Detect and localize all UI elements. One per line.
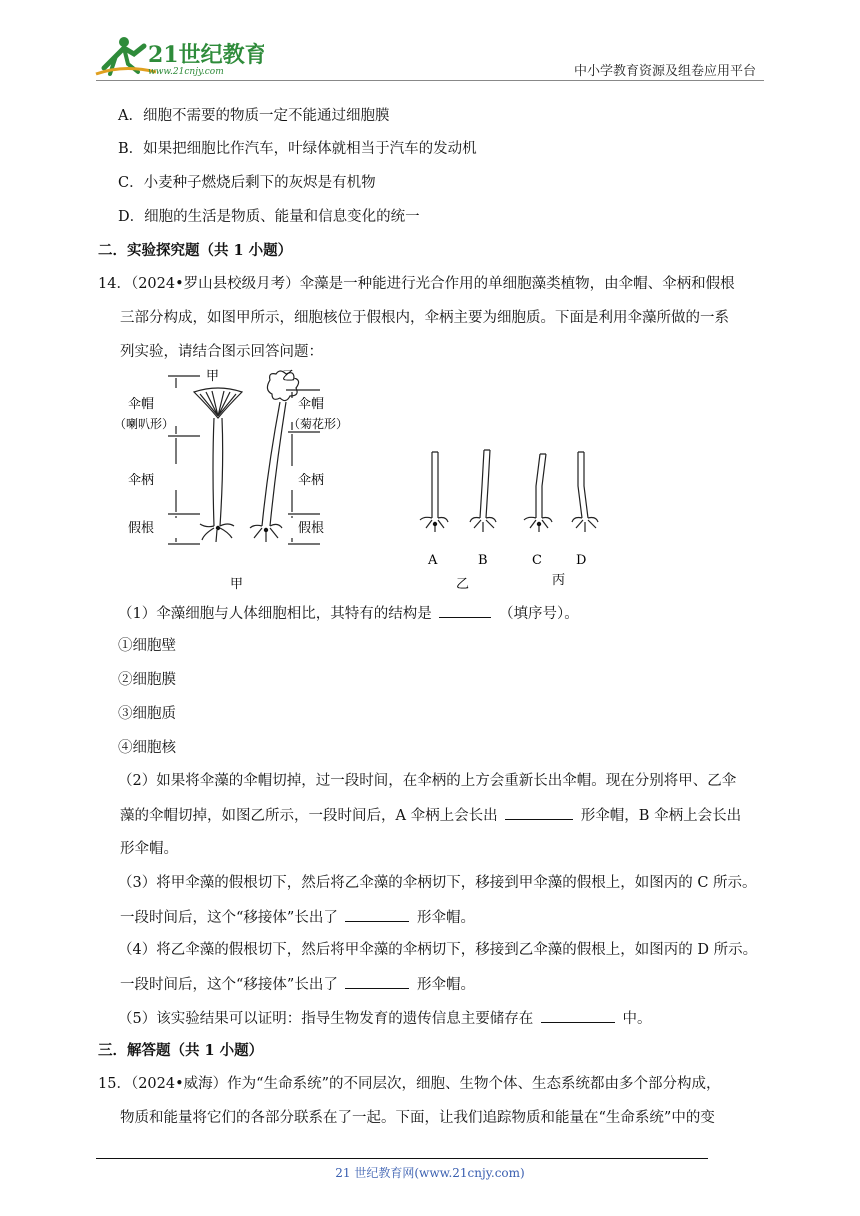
figure-label-d: D (576, 553, 587, 568)
sub2-line2-before: 藻的伞帽切掉，如图乙所示，一段时间后，A 伞柄上会长出 (120, 808, 498, 824)
option-d: D．细胞的生活是物质、能量和信息变化的统一 (118, 209, 420, 225)
figure-cap-shape-yi: （菊花形） (288, 417, 349, 431)
sub1-text-before: （1）伞藻细胞与人体细胞相比，其特有的结构是 (118, 606, 432, 622)
sub1-choice-2: ②细胞膜 (118, 672, 176, 688)
q14-line2: 三部分构成，如图甲所示，细胞核位于假根内，伞柄主要为细胞质。下面是利用伞藻所做的一系 (120, 310, 729, 326)
q15-line2: 物质和能量将它们的各部分联系在了一起。下面，让我们追踪物质和能量在“生命系统”中的变 (120, 1110, 715, 1126)
sub5-before: （5）该实验结果可以证明：指导生物发育的遗传信息主要储存在 (118, 1011, 534, 1027)
footer-site-link[interactable]: 21 世纪教育网(www.21cnjy.com) (335, 1166, 525, 1180)
sub3-line2-after: 形伞帽。 (417, 910, 476, 926)
sub1-text-after: （填序号）。 (498, 606, 579, 622)
sub2-line2 (120, 805, 741, 826)
header-platform-text: 中小学教育资源及组卷应用平台 (573, 64, 756, 79)
option-a: A．细胞不需要的物质一定不能通过细胞膜 (118, 108, 390, 124)
figure-cap-label-left: 伞帽 (128, 397, 155, 412)
figure-caption-jia: 甲 (230, 577, 244, 592)
svg-text:www.21cnjy.com: www.21cnjy.com (148, 67, 224, 77)
figure-cap-shape-jia: （喇叭形） (114, 417, 175, 431)
sub5-answer-blank[interactable] (541, 1008, 615, 1023)
sub4-line2 (120, 974, 475, 995)
sub1-choice-4: ④细胞核 (118, 740, 176, 756)
sub4-answer-blank[interactable] (345, 974, 409, 989)
sub3-line1: （3）将甲伞藻的假根切下，然后将乙伞藻的伞柄切下，移接到甲伞藻的假根上，如图丙的 C 所示。 (118, 875, 757, 891)
figure-stalk-label-right: 伞柄 (298, 473, 325, 488)
sub1-choice-3: ③细胞质 (118, 706, 176, 722)
svg-text:21世纪教育: 21世纪教育 (148, 42, 264, 68)
q15-line1: 15．（2024•威海）作为“生命系统”的不同层次，细胞、生物个体、生态系统都由多个部分构成， (98, 1076, 721, 1092)
option-c: C．小麦种子燃烧后剩下的灰烬是有机物 (118, 175, 376, 191)
figure-caption-bing: 丙 (552, 573, 566, 588)
sub3-line2 (120, 907, 475, 928)
site-logo (94, 34, 264, 78)
sub2-line3: 形伞帽。 (120, 841, 178, 857)
sub5-after: 中。 (622, 1011, 652, 1027)
figure-yi-top-label: 乙 (282, 369, 296, 384)
sub5-line (118, 1008, 651, 1029)
sub4-line2-after: 形伞帽。 (417, 977, 476, 993)
figure-jia-top-label: 甲 (206, 369, 220, 384)
figure-label-c: C (532, 553, 542, 568)
acetabularia-figure (110, 366, 630, 596)
option-b: B．如果把细胞比作汽车，叶绿体就相当于汽车的发动机 (118, 141, 477, 157)
runner-logo-icon (94, 34, 264, 78)
header-divider (96, 80, 764, 81)
figure-rhizoid-label-right: 假根 (298, 521, 325, 536)
sub1-answer-blank[interactable] (439, 603, 491, 618)
footer-divider (96, 1158, 708, 1159)
section-heading-answer: 三．解答题（共 1 小题） (98, 1042, 264, 1059)
sub4-line1: （4）将乙伞藻的假根切下，然后将甲伞藻的伞柄切下，移接到乙伞藻的假根上，如图丙的 D 所示。 (118, 942, 758, 958)
figure-stalk-label-left: 伞柄 (128, 473, 155, 488)
sub1-question (118, 603, 579, 624)
figure-label-b: B (478, 553, 488, 568)
q14-line3: 列实验，请结合图示回答问题： (120, 344, 323, 360)
sub3-answer-blank[interactable] (345, 907, 409, 922)
sub4-line2-before: 一段时间后，这个“移接体”长出了 (120, 977, 338, 993)
figure-label-a: A (428, 553, 438, 568)
q14-line1: 14．（2024•罗山县校级月考）伞藻是一种能进行光合作用的单细胞藻类植物，由伞帽、伞柄和假根 (98, 276, 735, 292)
sub2-answer-blank-a[interactable] (505, 805, 573, 820)
sub3-line2-before: 一段时间后，这个“移接体”长出了 (120, 910, 338, 926)
figure-caption-yi: 乙 (456, 577, 470, 592)
figure-cap-label-right: 伞帽 (298, 397, 325, 412)
section-heading-experiment: 二．实验探究题（共 1 小题） (98, 242, 293, 259)
figure-rhizoid-label-left: 假根 (128, 521, 155, 536)
sub1-choice-1: ①细胞壁 (118, 638, 176, 654)
sub2-line1: （2）如果将伞藻的伞帽切掉，过一段时间，在伞柄的上方会重新长出伞帽。现在分别将甲、乙伞 (118, 773, 737, 789)
sub2-line2-after: 形伞帽，B 伞柄上会长出 (580, 808, 742, 824)
